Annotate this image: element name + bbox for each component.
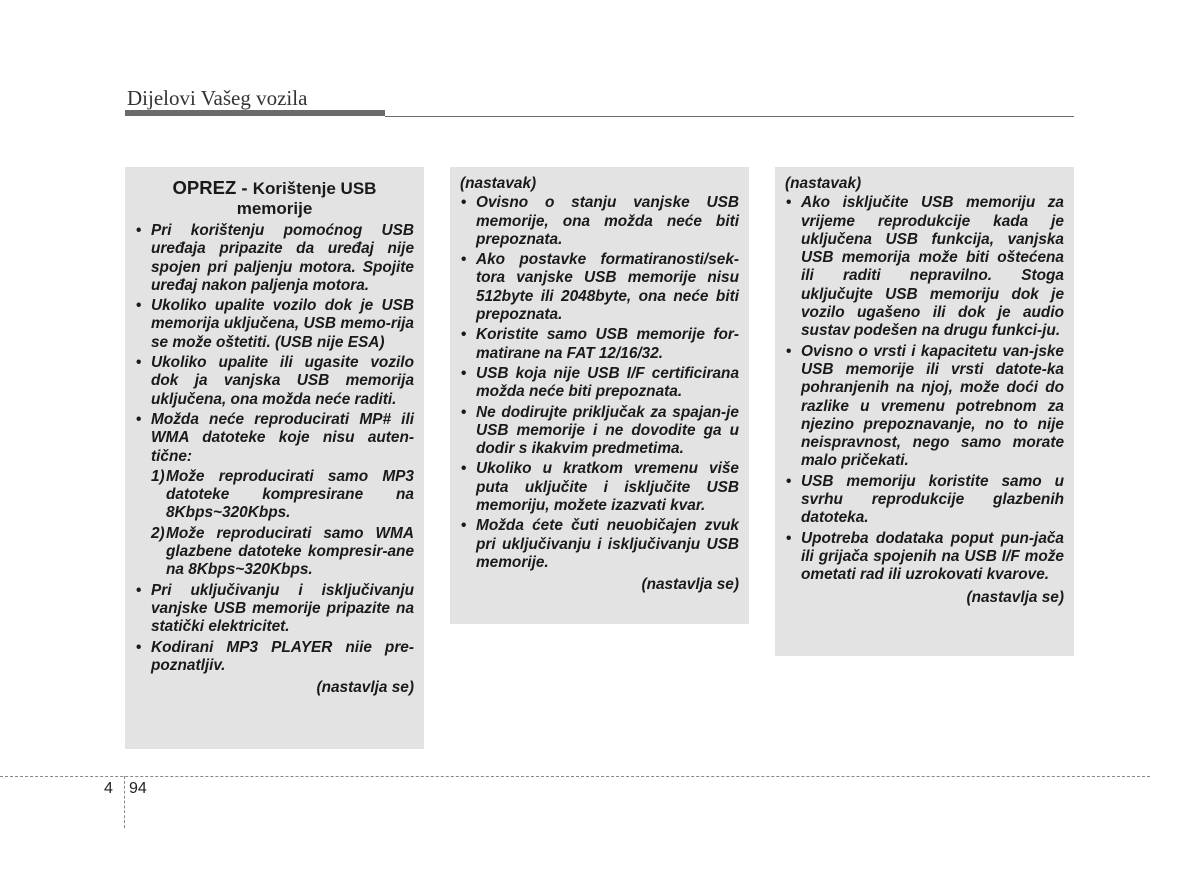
list-item: • Ukoliko upalite vozilo dok je USB memorija uključena, USB memo-rija se može oštetiti. (USB nije ESA): [135, 297, 414, 352]
section-title: Dijelovi Vašeg vozila: [127, 86, 308, 110]
continues-label: (nastavlja se): [316, 679, 414, 697]
list-item: • Ovisno o vrsti i kapacitetu van-jske USB memorije ili vrsti datote-ka pohranjenih na njoj, može doći do razlike u vremenu potrebnom za njezino prepoznavanje, no to nije neispravnost, nego samo morate malo pričekati.: [785, 343, 1064, 471]
list-item: • Možda ćete čuti neuobičajen zvuk pri uključivanju i isključivanju USB memorije.: [460, 517, 739, 572]
sub-item-text: Može reproducirati samo MP3 datoteke kompresirane na 8Kbps~320Kbps.: [166, 467, 414, 522]
continued-label: (nastavak): [785, 175, 862, 192]
caution-box-continued: [450, 167, 749, 624]
caution-list-continued: [135, 582, 414, 675]
list-item: • Pri korištenju pomoćnog USB uređaja pripazite da uređaj nije spojen pri paljenju motora. Spojite uređaj nakon paljenja motora.: [135, 222, 414, 295]
list-item: • Možda neće reproducirati MP# ili WMA datoteke koje nisu auten-tične:: [135, 411, 414, 466]
list-item: • Ako isključite USB memoriju za vrijeme reprodukcije kada je uključena USB funkcija, vanjska USB memorija može biti oštećena ili raditi nepravilno. Stoga uključujte USB memoriju dok je vozilo ugašeno ili dok je audio sustav podešen na drugu funkci-ju.: [785, 194, 1064, 340]
chapter-number: 4: [104, 780, 113, 797]
list-item: • Kodirani MP3 PLAYER niie pre-poznatljiv.: [135, 639, 414, 676]
caution-list: [135, 222, 414, 466]
caution-list: [785, 194, 1064, 584]
list-item: • Koristite samo USB memorije for-matirane na FAT 12/16/32.: [460, 326, 739, 363]
page-number: 94: [129, 780, 147, 797]
sub-list: [135, 468, 414, 580]
list-item: • Ukoliko upalite ili ugasite vozilo dok ja vanjska USB memorija uključena, ona možda neće raditi.: [135, 354, 414, 409]
caution-list: [460, 194, 739, 572]
sub-item-number: 1): [151, 467, 165, 485]
caution-label: OPREZ -: [172, 177, 253, 198]
continues-label: (nastavlja se): [966, 588, 1064, 606]
caution-box-continued: [775, 167, 1074, 656]
sub-item-number: 2): [151, 524, 165, 542]
caution-subject: Korištenje USB memorije: [236, 179, 377, 218]
list-item: • USB memoriju koristite samo u svrhu reprodukcije glazbenih datoteka.: [785, 473, 1064, 528]
sub-list-item: [151, 468, 414, 523]
list-item: • Upotreba dodataka poput pun-jača ili grijača spojenih na USB I/F može ometati rad ili uzrokovati kvarove.: [785, 530, 1064, 585]
caution-title: [135, 178, 414, 219]
list-item: • Pri uključivanju i isključivanju vanjske USB memorije pripazite na statički elektricitet.: [135, 582, 414, 637]
caution-box: [125, 167, 424, 749]
sub-item-text: Može reproducirati samo WMA glazbene datoteke kompresir-ane na 8Kbps~320Kbps.: [166, 524, 414, 579]
header-rule: [385, 116, 1074, 117]
header-accent-bar: [125, 110, 385, 116]
continued-label: (nastavak): [460, 175, 537, 192]
footer-divider: [124, 776, 125, 828]
list-item: • Ovisno o stanju vanjske USB memorije, ona možda neće biti prepoznata.: [460, 194, 739, 249]
list-item: • Ne dodirujte priključak za spajan-je USB memorije i ne dovodite ga u dodir s ikakvim predmetima.: [460, 404, 739, 459]
continues-label: (nastavlja se): [641, 576, 739, 594]
list-item: • Ukoliko u kratkom vremenu više puta uključite i isključite USB memoriju, možete izazvati kvar.: [460, 460, 739, 515]
list-item: • USB koja nije USB I/F certificirana možda neće biti prepoznata.: [460, 365, 739, 402]
sub-list-item: [151, 525, 414, 580]
list-item: • Ako postavke formatiranosti/sek-tora vanjske USB memorije nisu 512byte ili 2048byte, ona neće biti prepoznata.: [460, 251, 739, 324]
footer-rule: [0, 776, 1150, 777]
